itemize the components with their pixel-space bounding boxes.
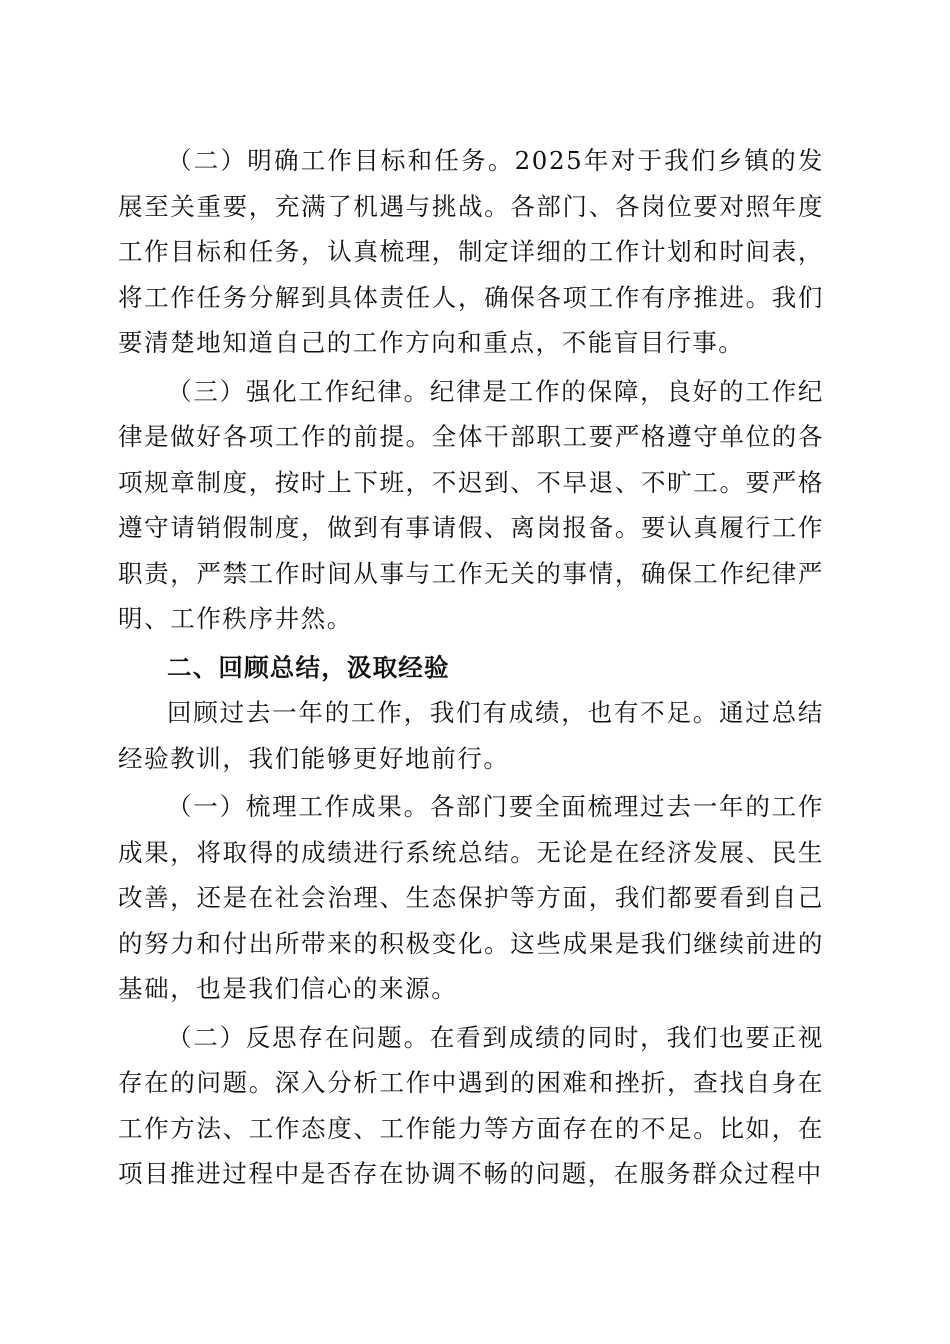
paragraph-lead: （二）明确工作目标和任务。 — [167, 146, 515, 175]
paragraph-body: 各部门要全面梳理过去一年的工作成果，将取得的成绩进行系统总结。无论是在经济发展、民生改善，还是在社会治理、生态保护等方面，我们都要看到自己的努力和付出所带来的积极变化。这些成果是我们继续前进的基础，也是我们信心的来源。 — [118, 792, 824, 1003]
paragraph-lead: （三）强化工作纪律。 — [167, 376, 430, 406]
paragraph-reflect-problems — [118, 1015, 824, 1197]
section-intro: 回顾过去一年的工作，我们有成绩，也有不足。通过总结经验教训，我们能够更好地前行。 — [118, 698, 824, 773]
paragraph-work-discipline — [118, 369, 824, 642]
paragraph-review-results — [118, 784, 824, 1012]
section-heading: 二、回顾总结，汲取经验 — [167, 652, 450, 682]
paragraph-body: 2025年对于我们乡镇的发展至关重要，充满了机遇与挑战。各部门、各岗位要对照年度工作目标和任务，认真梳理，制定详细的工作计划和时间表，将工作任务分解到具体责任人，确保各项工作有序推进。我们要清楚地知道自己的工作方向和重点，不能盲目行事。 — [118, 146, 824, 357]
document-page — [118, 138, 824, 1197]
paragraph-lead: （二）反思存在问题。 — [167, 1022, 430, 1052]
paragraph-body: 纪律是工作的保障，良好的工作纪律是做好各项工作的前提。全体干部职工要严格遵守单位的各项规章制度，按时上下班，不迟到、不早退、不旷工。要严格遵守请销假制度，做到有事请假、离岗报备。要认真履行工作职责，严禁工作时间从事与工作无关的事情，确保工作纪律严明、工作秩序井然。 — [118, 376, 824, 633]
paragraph-lead: （一）梳理工作成果。 — [167, 792, 430, 821]
paragraph-work-goals — [118, 138, 824, 366]
paragraph-body: 在看到成绩的同时，我们也要正视存在的问题。深入分析工作中遇到的困难和挫折，查找自身在工作方法、工作态度、工作能力等方面存在的不足。比如，在项目推进过程中是否存在协调不畅的问题，在服务群众过程中 — [118, 1022, 824, 1188]
